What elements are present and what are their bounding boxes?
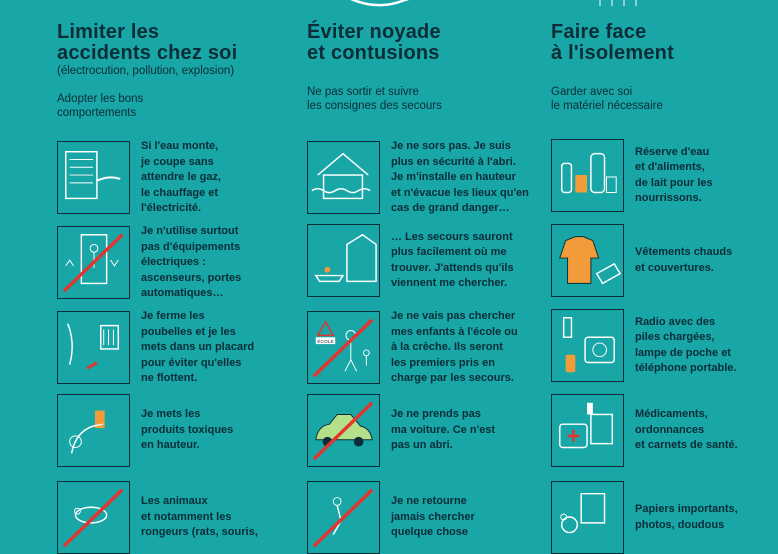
water-food-icon (551, 139, 624, 212)
list-item (57, 224, 241, 302)
warm-clothes-icon (551, 224, 624, 297)
column-title: Éviter noyade et contusions (307, 21, 441, 64)
medicine-kit-icon (551, 394, 624, 467)
no-rodents-icon (57, 481, 130, 554)
list-item (307, 481, 475, 554)
item-text: Je ferme les poubelles et je les mets dans un placard pour éviter qu'elles ne flottent. (141, 310, 255, 384)
column-subtitle: Adopter les bons comportements (57, 93, 144, 119)
list-item (307, 139, 529, 217)
column-title: Faire face à l'isolement (551, 21, 674, 64)
no-school-pickup-icon (307, 311, 380, 384)
column-accidents (57, 22, 287, 120)
list-item (551, 309, 736, 382)
list-item (57, 481, 258, 554)
toxic-products-icon (57, 394, 130, 467)
list-item (551, 394, 738, 467)
column-note: (électrocution, pollution, explosion) (57, 65, 235, 77)
item-text: Médicaments, ordonnances et carnets de santé. (635, 408, 738, 452)
item-text: Radio avec des piles chargées, lampe de poche et téléphone portable. (635, 315, 737, 374)
item-text: Vêtements chauds et couvertures. (635, 246, 733, 274)
item-text: Je n'utilise surtout pas d'équipements électriques : ascenseurs, portes automatiques… (141, 225, 242, 299)
item-text: Je ne sors pas. Je suis plus en sécurité à l'abri. Je m'installe en hauteur et n'évacue les lieux qu'en cas de grand danger… (391, 140, 529, 214)
item-text: Je ne vais pas chercher mes enfants à l'école ou à la crèche. Ils seront les premiers pris en charge par les secours. (391, 310, 518, 384)
column-title: Limiter les accidents chez soi (57, 21, 238, 64)
item-text: Je ne prends pas ma voiture. Ce n'est pas un abri. (391, 408, 496, 452)
item-text: Si l'eau monte, je coupe sans attendre le gaz, le chauffage et l'électricité. (141, 140, 222, 214)
papers-toy-icon (551, 481, 624, 554)
column-subtitle: Ne pas sortir et suivre les consignes des secours (307, 86, 442, 112)
school-sign-text: ÉCOLE (317, 340, 334, 346)
item-text: Papiers importants, photos, doudous (635, 503, 738, 531)
list-item (307, 394, 495, 467)
item-text: Je ne retourne jamais chercher quelque chose (391, 495, 475, 539)
list-item (551, 481, 738, 554)
electrical-panel-icon (57, 141, 130, 214)
list-item (307, 224, 514, 297)
list-item (307, 309, 518, 387)
item-text: Réserve d'eau et d'aliments, de lait pour les nourrissons. (635, 145, 713, 204)
top-artwork (0, 0, 778, 16)
no-car-icon (307, 394, 380, 467)
list-item (57, 309, 254, 387)
column-subtitle: Garder avec soi le matériel nécessaire (551, 86, 663, 112)
column-isolation (551, 22, 766, 113)
list-item (57, 139, 221, 217)
list-item (551, 224, 732, 297)
no-elevator-icon (57, 226, 130, 299)
list-item (57, 394, 233, 467)
rescue-boat-icon (307, 224, 380, 297)
item-text: … Les secours sauront plus facilement où me trouver. J'attends qu'ils viennent me chercher. (391, 230, 514, 289)
radio-lamp-phone-icon (551, 309, 624, 382)
item-text: Je mets les produits toxiques en hauteur. (141, 408, 234, 452)
bins-up-icon (57, 311, 130, 384)
list-item (551, 139, 713, 212)
column-drowning (307, 22, 542, 113)
no-return-icon (307, 481, 380, 554)
item-text: Les animaux et notamment les rongeurs (rats, souris, (141, 495, 258, 539)
flooded-house-icon (307, 141, 380, 214)
